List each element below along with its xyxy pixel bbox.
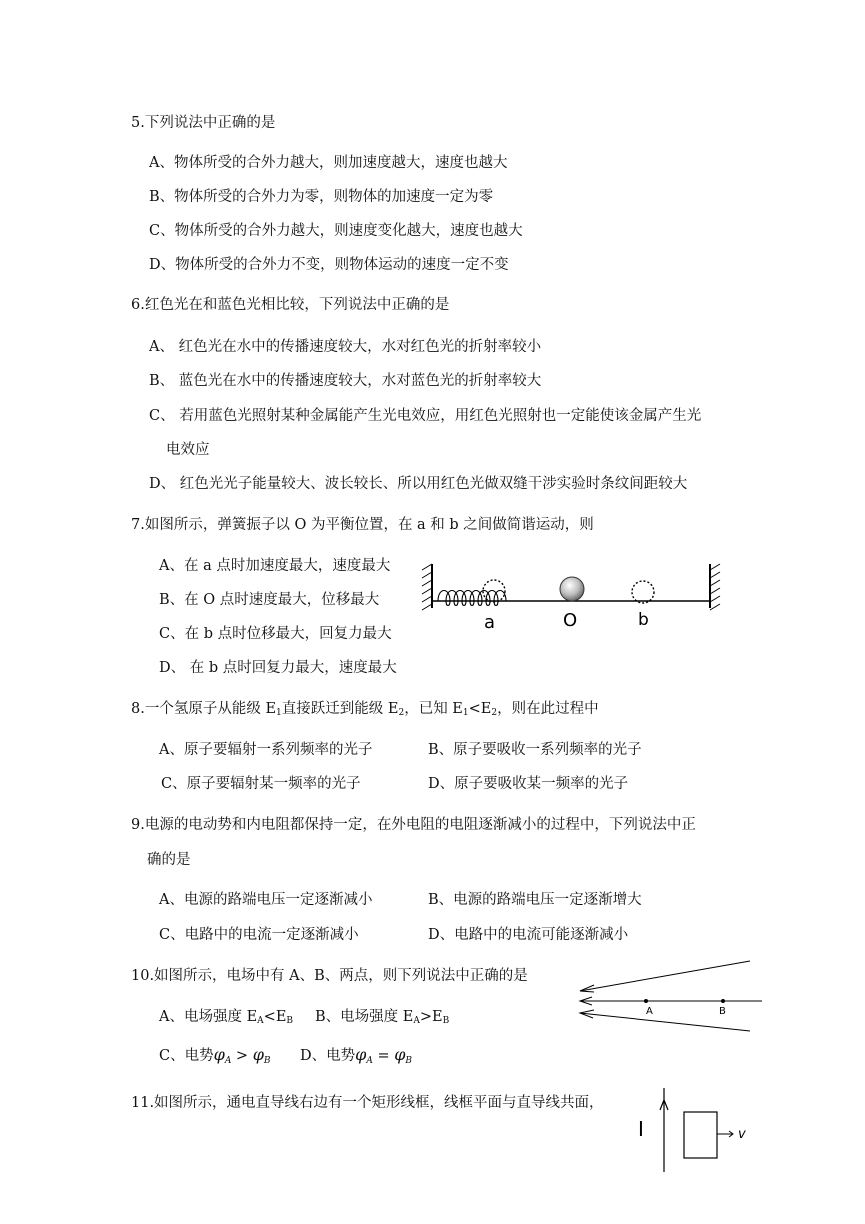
q9-option-a: A、电源的路端电压一定逐渐减小 — [159, 892, 373, 908]
q9-option-b: B、电源的路端电压一定逐渐增大 — [428, 892, 642, 908]
velocity-label: v — [738, 1127, 746, 1142]
q5-option-c: C、物体所受的合外力越大，则速度变化越大，速度也越大 — [149, 223, 523, 239]
q10-stem: 10.如图所示，电场中有 A、B、两点，则下列说法中正确的是 — [131, 968, 528, 984]
q6-option-a: A、 红色光在水中的传播速度较大，水对红色光的折射率较小 — [149, 339, 542, 355]
current-label: I — [638, 1117, 644, 1141]
rectangular-loop — [684, 1112, 717, 1158]
q6-option-c-cont: 电效应 — [166, 442, 210, 458]
label-o: O — [563, 610, 578, 631]
q11-stem: 11.如图所示，通电直导线右边有一个矩形线框，线框平面与直导线共面， — [131, 1095, 604, 1111]
left-wall-hatch — [422, 564, 432, 610]
q6-stem: 6.红色光在和蓝色光相比较，下列说法中正确的是 — [131, 297, 450, 313]
q6-option-d: D、 红色光光子能量较大、波长较长、所以用红色光做双缝干涉实验时条纹间距较大 — [149, 476, 688, 492]
q9-option-c: C、电路中的电流一定逐渐减小 — [159, 927, 359, 943]
q7-stem: 7.如图所示，弹簧振子以 O 为平衡位置，在 a 和 b 之间做简谐运动，则 — [131, 517, 594, 533]
right-wall-hatch — [710, 564, 720, 610]
q5-option-b: B、物体所受的合外力为零，则物体的加速度一定为零 — [149, 189, 494, 205]
q7-option-b: B、在 O 点时速度最大，位移最大 — [159, 592, 380, 608]
q7-option-a: A、在 a 点时加速度最大，速度最大 — [159, 558, 391, 574]
q9-option-d: D、电路中的电流可能逐渐减小 — [428, 927, 629, 943]
q6-option-b: B、 蓝色光在水中的传播速度较大，水对蓝色光的折射率较大 — [149, 373, 542, 389]
q8-option-c: C、原子要辐射某一频率的光子 — [161, 776, 361, 792]
q9-stem: 9.电源的电动势和内电阻都保持一定，在外电阻的电阻逐渐减小的过程中，下列说法中正 — [131, 817, 696, 833]
label-a: a — [484, 612, 496, 633]
spring-oscillator-figure — [418, 556, 728, 636]
q6-option-c: C、 若用蓝色光照射某种金属能产生光电效应，用红色光照射也一定能使该金属产生光 — [149, 408, 702, 424]
q10-option-c: C、电势$\varphi_A > \varphi_B$ — [159, 1045, 271, 1066]
q8-option-b: B、原子要吸收一系列频率的光子 — [428, 742, 642, 758]
q5-stem: 5.下列说法中正确的是 — [131, 115, 276, 131]
point-a — [644, 999, 648, 1003]
electric-field-figure — [574, 955, 764, 1035]
field-line-top — [580, 961, 750, 991]
q10-option-d: D、电势$\varphi_A = \varphi_B$ — [300, 1045, 413, 1066]
q10-option-a: A、电场强度 $E_A<E_B$ — [159, 1009, 294, 1026]
q5-option-a: A、物体所受的合外力越大，则加速度越大，速度也越大 — [149, 155, 508, 171]
label-point-b: B — [719, 1006, 726, 1017]
label-b: b — [638, 610, 649, 630]
oscillator-ball — [560, 577, 584, 601]
wire-loop-figure — [634, 1084, 754, 1176]
position-b-marker — [632, 581, 654, 603]
q8-option-d: D、原子要吸收某一频率的光子 — [428, 776, 629, 792]
q8-option-a: A、原子要辐射一系列频率的光子 — [159, 742, 373, 758]
q9-stem-cont: 确的是 — [147, 852, 191, 868]
spring — [432, 591, 560, 606]
q5-option-d: D、物体所受的合外力不变，则物体运动的速度一定不变 — [149, 257, 509, 273]
q7-option-c: C、在 b 点时位移最大，回复力最大 — [159, 626, 392, 642]
point-b — [721, 999, 725, 1003]
label-point-a: A — [646, 1006, 653, 1017]
q8-stem: 8.一个氢原子从能级 $E_1$直接跃迁到能级 $E_2$，已知 $E_1<E_2$，则在此过程中 — [131, 701, 599, 718]
q10-option-b: B、电场强度 $E_A>E_B$ — [315, 1009, 450, 1026]
q7-option-d: D、 在 b 点时回复力最大，速度最大 — [159, 660, 397, 676]
